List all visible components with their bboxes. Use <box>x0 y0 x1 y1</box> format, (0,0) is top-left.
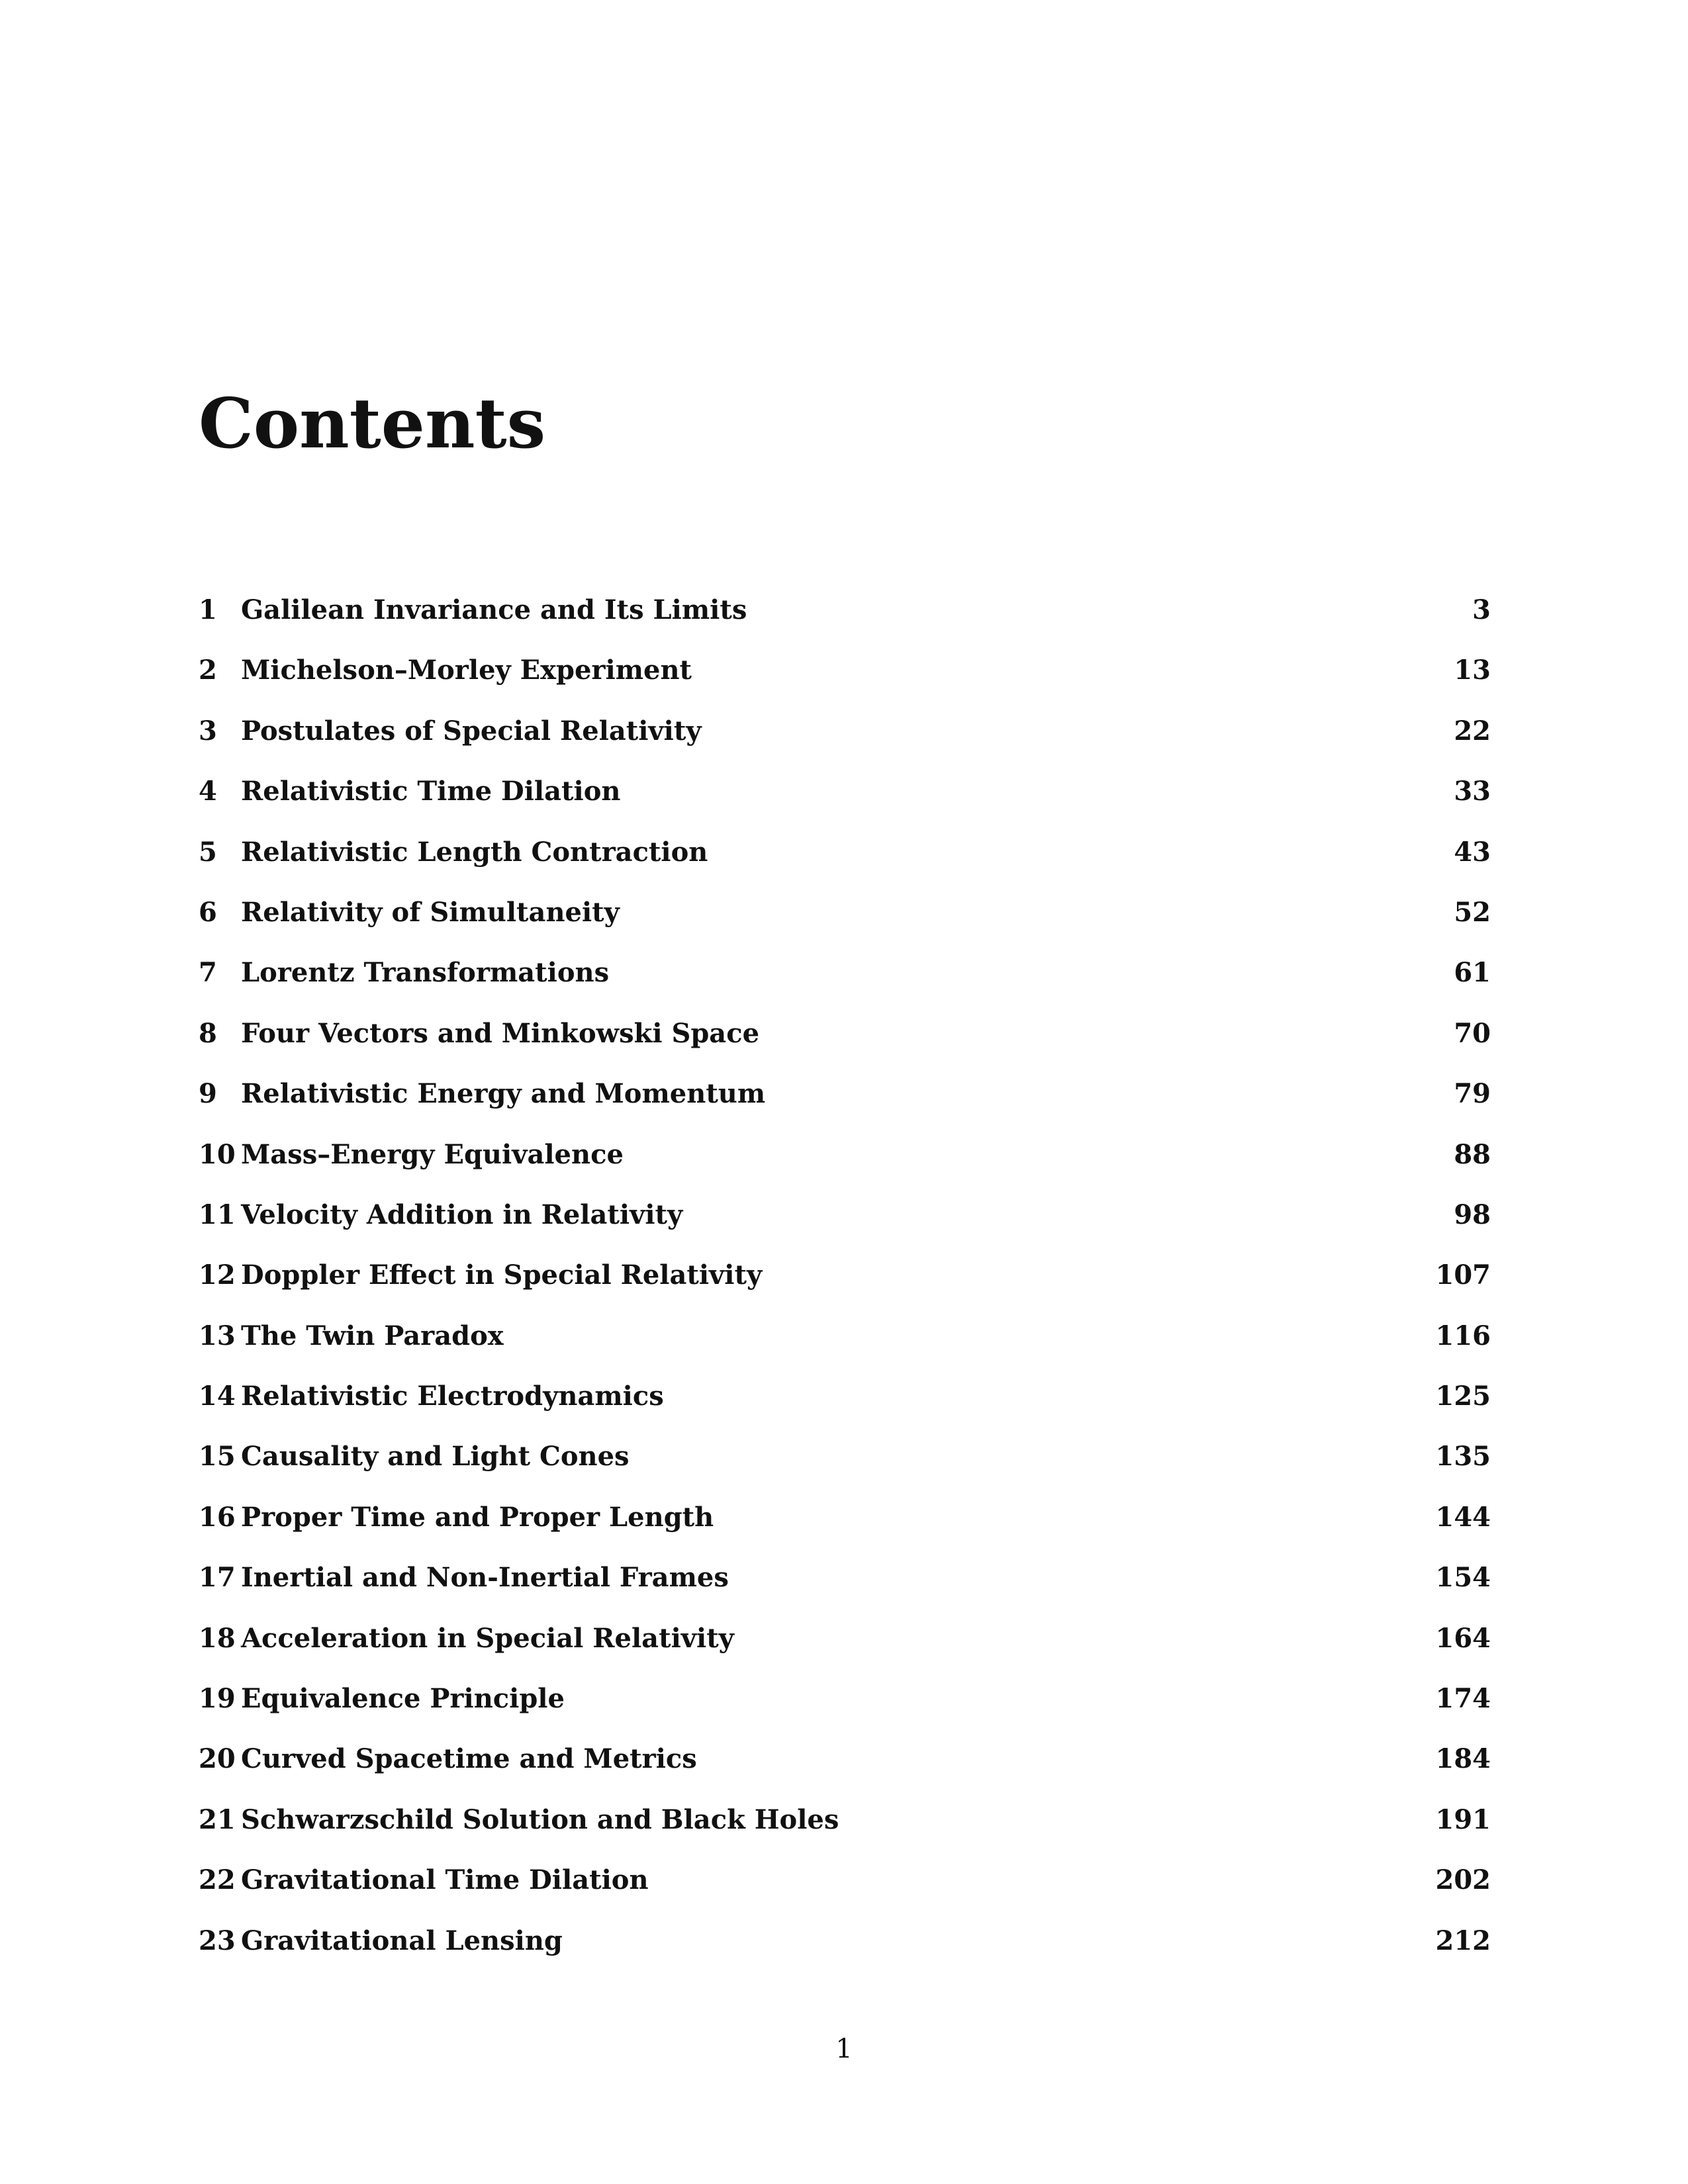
toc-chapter-number: 13 <box>199 1320 236 1351</box>
toc-page-number: 174 <box>1435 1683 1491 1715</box>
toc-page-number: 116 <box>1435 1320 1491 1351</box>
toc-page-number: 13 <box>1454 655 1491 686</box>
toc-chapter-title: Lorentz Transformations <box>241 957 610 989</box>
toc-entry[interactable] <box>199 1185 1491 1245</box>
toc-chapter-number: 3 <box>199 715 217 747</box>
toc-entry[interactable] <box>199 822 1491 882</box>
toc-entry[interactable] <box>199 1850 1491 1910</box>
toc-chapter-title: Relativistic Electrodynamics <box>241 1381 664 1412</box>
toc-page-number: 135 <box>1435 1441 1491 1473</box>
toc-entry[interactable] <box>199 1306 1491 1366</box>
toc-page-number: 202 <box>1435 1864 1491 1896</box>
toc-chapter-number: 17 <box>199 1562 236 1594</box>
toc-chapter-title: Gravitational Lensing <box>241 1925 563 1956</box>
toc-page-number: 43 <box>1454 836 1491 868</box>
toc-entry[interactable] <box>199 1790 1491 1850</box>
page-number: 1 <box>835 2034 853 2064</box>
toc-page-number: 33 <box>1454 776 1491 807</box>
toc-page-number: 164 <box>1435 1622 1491 1654</box>
toc-page-number: 191 <box>1435 1803 1491 1835</box>
toc-chapter-number: 23 <box>199 1925 236 1956</box>
toc-chapter-number: 22 <box>199 1864 236 1896</box>
toc-entry[interactable] <box>199 882 1491 942</box>
toc-page-number: 125 <box>1435 1381 1491 1412</box>
toc-page-number: 98 <box>1454 1199 1491 1230</box>
toc-chapter-title: Relativity of Simultaneity <box>241 896 620 928</box>
toc-entry[interactable] <box>199 1547 1491 1608</box>
toc-chapter-number: 2 <box>199 655 217 686</box>
toc-chapter-title: Relativistic Time Dilation <box>241 776 621 807</box>
toc-page-number: 144 <box>1435 1501 1491 1533</box>
toc-chapter-number: 9 <box>199 1078 217 1110</box>
toc-chapter-number: 14 <box>199 1381 236 1412</box>
toc-entry[interactable] <box>199 1124 1491 1185</box>
toc-chapter-title: Schwarzschild Solution and Black Holes <box>241 1803 839 1835</box>
toc-page-number: 79 <box>1454 1078 1491 1110</box>
toc-chapter-number: 7 <box>199 957 217 989</box>
toc-entry[interactable] <box>199 1608 1491 1668</box>
toc-entry[interactable] <box>199 640 1491 700</box>
toc-chapter-number: 21 <box>199 1803 236 1835</box>
toc-chapter-number: 11 <box>199 1199 236 1230</box>
toc-page-number: 154 <box>1435 1562 1491 1594</box>
toc-chapter-title: Doppler Effect in Special Relativity <box>241 1259 763 1291</box>
toc-chapter-title: Velocity Addition in Relativity <box>241 1199 683 1230</box>
toc-entry[interactable] <box>199 1668 1491 1729</box>
toc-chapter-number: 19 <box>199 1683 236 1715</box>
toc-page-number: 107 <box>1435 1259 1491 1291</box>
toc-chapter-title: Acceleration in Special Relativity <box>241 1622 734 1654</box>
toc-entry[interactable] <box>199 701 1491 761</box>
toc-page-number: 184 <box>1435 1743 1491 1775</box>
toc-chapter-number: 5 <box>199 836 217 868</box>
toc-page-number: 22 <box>1454 715 1491 747</box>
toc-chapter-number: 16 <box>199 1501 236 1533</box>
toc-chapter-number: 20 <box>199 1743 236 1775</box>
toc-page-number: 212 <box>1435 1925 1491 1956</box>
toc-chapter-title: Relativistic Length Contraction <box>241 836 708 868</box>
toc-entry[interactable] <box>199 1245 1491 1305</box>
toc-entry[interactable] <box>199 1911 1491 1971</box>
toc-entry[interactable] <box>199 1426 1491 1486</box>
toc-page-number: 3 <box>1472 594 1491 625</box>
toc-page-number: 88 <box>1454 1138 1491 1170</box>
toc-page-number: 70 <box>1454 1017 1491 1049</box>
toc-chapter-title: Postulates of Special Relativity <box>241 715 702 747</box>
toc-chapter-title: Curved Spacetime and Metrics <box>241 1743 697 1775</box>
toc-chapter-title: Relativistic Energy and Momentum <box>241 1078 766 1110</box>
toc-chapter-number: 10 <box>199 1138 236 1170</box>
toc-entry[interactable] <box>199 1003 1491 1064</box>
toc-chapter-title: The Twin Paradox <box>241 1320 504 1351</box>
toc-entry[interactable] <box>199 942 1491 1003</box>
toc-entry[interactable] <box>199 761 1491 821</box>
toc-chapter-number: 4 <box>199 776 217 807</box>
toc-chapter-title: Gravitational Time Dilation <box>241 1864 649 1896</box>
toc-chapter-title: Michelson–Morley Experiment <box>241 655 692 686</box>
toc-chapter-title: Four Vectors and Minkowski Space <box>241 1017 760 1049</box>
toc-page-number: 52 <box>1454 896 1491 928</box>
toc-chapter-title: Proper Time and Proper Length <box>241 1501 714 1533</box>
toc-entry[interactable] <box>199 1064 1491 1124</box>
toc-chapter-number: 1 <box>199 594 217 625</box>
toc-chapter-number: 8 <box>199 1017 217 1049</box>
toc-entry[interactable] <box>199 580 1491 640</box>
toc-chapter-title: Mass–Energy Equivalence <box>241 1138 624 1170</box>
toc-chapter-title: Causality and Light Cones <box>241 1441 630 1473</box>
toc-entry[interactable] <box>199 1366 1491 1426</box>
toc-entry[interactable] <box>199 1729 1491 1789</box>
toc-chapter-title: Galilean Invariance and Its Limits <box>241 594 747 625</box>
toc-chapter-number: 15 <box>199 1441 236 1473</box>
toc-chapter-title: Inertial and Non-Inertial Frames <box>241 1562 729 1594</box>
toc-chapter-number: 18 <box>199 1622 236 1654</box>
toc-chapter-title: Equivalence Principle <box>241 1683 565 1715</box>
toc-chapter-number: 12 <box>199 1259 236 1291</box>
table-of-contents <box>199 580 1491 1971</box>
toc-page-number: 61 <box>1454 957 1491 989</box>
contents-heading: Contents <box>199 383 546 464</box>
toc-entry[interactable] <box>199 1487 1491 1547</box>
toc-chapter-number: 6 <box>199 896 217 928</box>
